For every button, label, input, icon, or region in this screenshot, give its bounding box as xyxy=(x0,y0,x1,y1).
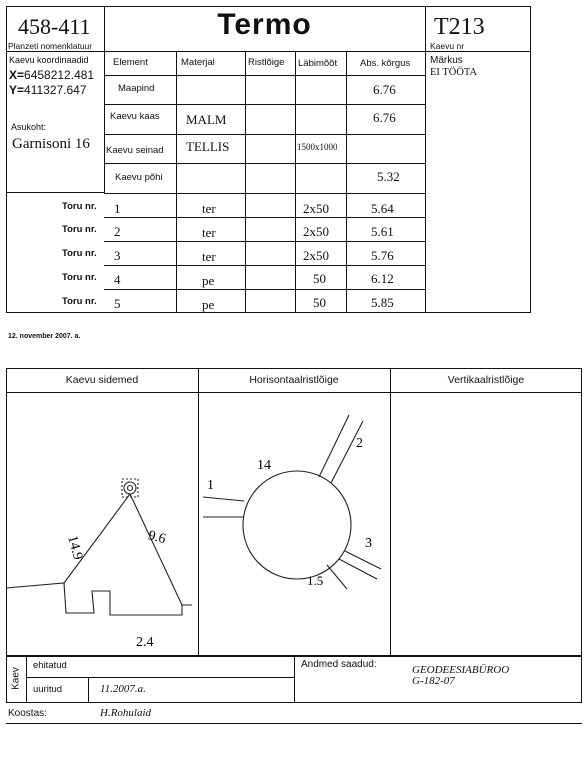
row-line xyxy=(104,75,425,76)
x-coordinate xyxy=(9,68,94,82)
pipe-label: Toru nr. xyxy=(62,224,97,235)
ties-sketch xyxy=(6,393,198,655)
y-value: 411327.647 xyxy=(24,83,87,97)
row-line xyxy=(104,193,425,194)
pipe-label: Toru nr. xyxy=(62,296,97,307)
header-cross-section: Ristlõige xyxy=(248,57,285,68)
remarks-label: Märkus xyxy=(430,55,463,66)
y-label: Y= xyxy=(9,83,25,97)
y-coordinate xyxy=(9,83,87,97)
well-marker-icon xyxy=(124,482,136,494)
header-elevation: Abs. kõrgus xyxy=(360,58,411,69)
pipe-elevation: 5.85 xyxy=(371,295,394,310)
well-number-value: T213 xyxy=(434,14,485,40)
nomenclature-label: Planzeti nomenklatuur xyxy=(8,41,93,51)
footer-side-divider xyxy=(26,656,27,703)
pipe-diameter: 50 xyxy=(313,271,326,286)
header-diameter: Läbimõõt xyxy=(298,58,338,69)
pipe-material: ter xyxy=(202,201,216,216)
left-panel-bottom xyxy=(6,192,105,193)
location-label: Asukoht: xyxy=(11,122,47,132)
footer-mid-divider xyxy=(294,656,295,703)
data-from-value: GEODEESIABÜROO xyxy=(412,664,510,676)
pipe-label: Toru nr. xyxy=(62,272,97,283)
pipe-diameter: 2x50 xyxy=(303,248,329,263)
row-element: Kaevu kaas xyxy=(110,111,160,122)
row-element: Kaevu seinad xyxy=(106,145,164,156)
pipe-material: ter xyxy=(202,249,216,264)
pipe-label: Toru nr. xyxy=(62,248,97,259)
pipe-elevation: 5.64 xyxy=(371,201,394,216)
footer-label-divider xyxy=(88,677,89,703)
row-element: Maapind xyxy=(118,83,155,94)
row-line xyxy=(104,104,425,105)
row-line xyxy=(104,241,425,242)
col-line xyxy=(346,51,347,313)
pipe-no: 2 xyxy=(114,224,121,239)
pipe-material: pe xyxy=(202,273,215,288)
pipe-label: Toru nr. xyxy=(62,201,97,212)
tie-bottom-label: 2.4 xyxy=(136,635,154,650)
row-material: TELLIS xyxy=(186,139,230,154)
footer-side-label: Kaev xyxy=(10,667,22,690)
pipe-diameter: 2x50 xyxy=(303,201,329,216)
location-value: Garnisoni 16 xyxy=(12,136,90,152)
page-title: Termo xyxy=(217,8,312,41)
pipe-label-4: 1.5 xyxy=(307,573,324,588)
col-line xyxy=(245,51,246,313)
row-line xyxy=(104,217,425,218)
x-label: X= xyxy=(9,68,25,82)
header-element: Element xyxy=(113,57,148,68)
nomenclature-value: 458-411 xyxy=(18,14,91,39)
row-material: MALM xyxy=(186,112,227,127)
pipe-no: 4 xyxy=(114,272,121,287)
tie-right-label: 9.6 xyxy=(146,528,168,548)
pipe-diameter: 2x50 xyxy=(303,224,329,239)
pipe-material: pe xyxy=(202,297,215,312)
surveyed-value: 11.2007.a. xyxy=(100,683,146,695)
row-line xyxy=(104,265,425,266)
x-value: 6458212.481 xyxy=(24,68,95,82)
row-line xyxy=(104,163,425,164)
building-outline xyxy=(6,583,192,615)
pipe-elevation: 6.12 xyxy=(371,271,394,286)
tie-left-label: 14.9 xyxy=(64,533,86,562)
pipe-label-1: 1 xyxy=(207,478,214,493)
row-line xyxy=(104,289,425,290)
header-material: Materjal xyxy=(181,57,215,68)
ties-heading: Kaevu sidemed xyxy=(65,374,139,386)
nomenclature-bottom xyxy=(6,51,105,52)
compiled-label: Koostas: xyxy=(8,708,47,719)
vertical-section-heading: Vertikaalristlõige xyxy=(447,374,525,386)
row-elevation: 6.76 xyxy=(373,110,396,125)
date-stamp: 12. november 2007. a. xyxy=(8,333,81,340)
well-circle xyxy=(243,471,351,579)
footer-row-divider xyxy=(26,677,294,678)
data-from-code: G-182-07 xyxy=(412,675,455,687)
coords-label: Kaevu koordinaadid xyxy=(9,55,89,65)
horizontal-section-sketch xyxy=(199,393,390,655)
pipe-material: ter xyxy=(202,225,216,240)
horizontal-section-heading: Horisontaalristlõige xyxy=(249,374,339,386)
built-label: ehitatud xyxy=(33,660,67,671)
well-number-label: Kaevu nr xyxy=(430,41,465,51)
pipe-elevation: 5.61 xyxy=(371,224,394,239)
pipe-label-3: 3 xyxy=(365,536,372,551)
row-diameter: 1500x1000 xyxy=(297,142,338,152)
pipe-diameter: 50 xyxy=(313,295,326,310)
pipe-no: 3 xyxy=(114,248,121,263)
col-line xyxy=(295,51,296,313)
row-elevation: 5.32 xyxy=(377,169,400,184)
row-element: Kaevu põhi xyxy=(115,172,163,183)
surveyed-label: uuritud xyxy=(33,684,63,695)
compiled-underline xyxy=(6,723,582,724)
data-from-label: Andmed saadud: xyxy=(301,659,377,670)
title-right-divider xyxy=(425,6,426,313)
row-line xyxy=(104,134,425,135)
compiled-value: H.Rohulaid xyxy=(100,707,152,719)
circle-diameter-label: 14 xyxy=(257,458,271,473)
remarks-value: EI TÖÖTA xyxy=(430,67,478,78)
pipe-no: 1 xyxy=(114,201,121,216)
row-elevation: 6.76 xyxy=(373,82,396,97)
col-line xyxy=(176,51,177,313)
pipe-elevation: 5.76 xyxy=(371,248,394,263)
pipe-label-2: 2 xyxy=(356,436,363,451)
pipe-no: 5 xyxy=(114,296,121,311)
sketch-divider xyxy=(390,368,391,656)
